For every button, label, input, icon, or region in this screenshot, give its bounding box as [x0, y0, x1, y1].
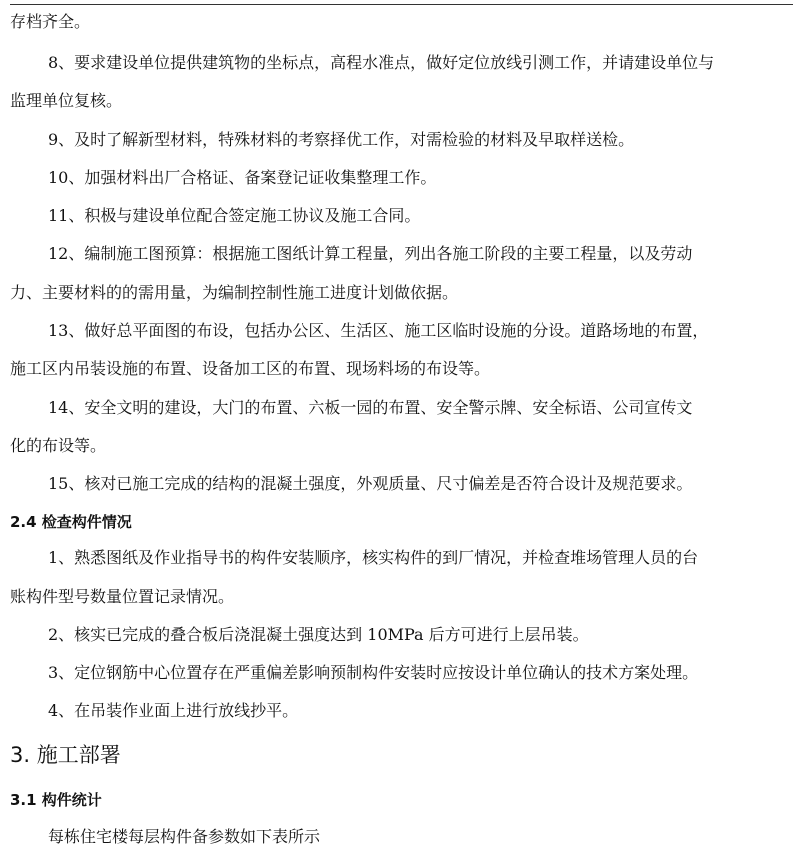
section-heading-2-4: 2.4 检查构件情况 — [10, 513, 132, 531]
text-line: 力、主要材料的的需用量，为编制控制性施工进度计划做依据。 — [10, 283, 459, 302]
text-line: 2、核实已完成的叠合板后浇混凝土强度达到 10MPa 后方可进行上层吊装。 — [48, 625, 589, 644]
text-line: 13、做好总平面图的布设，包括办公区、生活区、施工区临时设施的分设。道路场地的布置， — [48, 321, 709, 340]
text-line: 14、安全文明的建设，大门的布置、六板一园的布置、安全警示牌、安全标语、公司宣传文 — [48, 398, 693, 417]
text-line: 9、及时了解新型材料，特殊材料的考察择优工作，对需检验的材料及早取样送检。 — [48, 130, 635, 149]
text-line: 施工区内吊装设施的布置、设备加工区的布置、现场料场的布设等。 — [10, 359, 491, 378]
section-heading-3-1: 3.1 构件统计 — [10, 791, 102, 809]
text-line: 账构件型号数量位置记录情况。 — [10, 587, 235, 606]
text-line: 存档齐全。 — [10, 12, 91, 31]
text-line: 4、在吊装作业面上进行放线抄平。 — [48, 701, 299, 720]
text-line: 化的布设等。 — [10, 436, 107, 455]
text-line: 11、积极与建设单位配合签定施工协议及施工合同。 — [48, 206, 421, 225]
text-line: 监理单位复核。 — [10, 91, 123, 110]
text-line: 每栋住宅楼每层构件备参数如下表所示 — [48, 827, 321, 846]
text-line: 15、核对已施工完成的结构的混凝土强度，外观质量、尺寸偏差是否符合设计及规范要求。 — [48, 474, 693, 493]
text-line: 8、要求建设单位提供建筑物的坐标点，高程水准点，做好定位放线引测工作，并请建设单位与 — [48, 53, 715, 72]
text-line: 10、加强材料出厂合格证、备案登记证收集整理工作。 — [48, 168, 437, 187]
top-rule — [10, 4, 793, 5]
text-line: 3、定位钢筋中心位置存在严重偏差影响预制构件安装时应按设计单位确认的技术方案处理。 — [48, 663, 699, 682]
text-line: 12、编制施工图预算：根据施工图纸计算工程量，列出各施工阶段的主要工程量，以及劳动 — [48, 244, 693, 263]
text-line: 1、熟悉图纸及作业指导书的构件安装顺序，核实构件的到厂情况，并检查堆场管理人员的台 — [48, 548, 699, 567]
section-heading-3: 3. 施工部署 — [10, 743, 121, 767]
